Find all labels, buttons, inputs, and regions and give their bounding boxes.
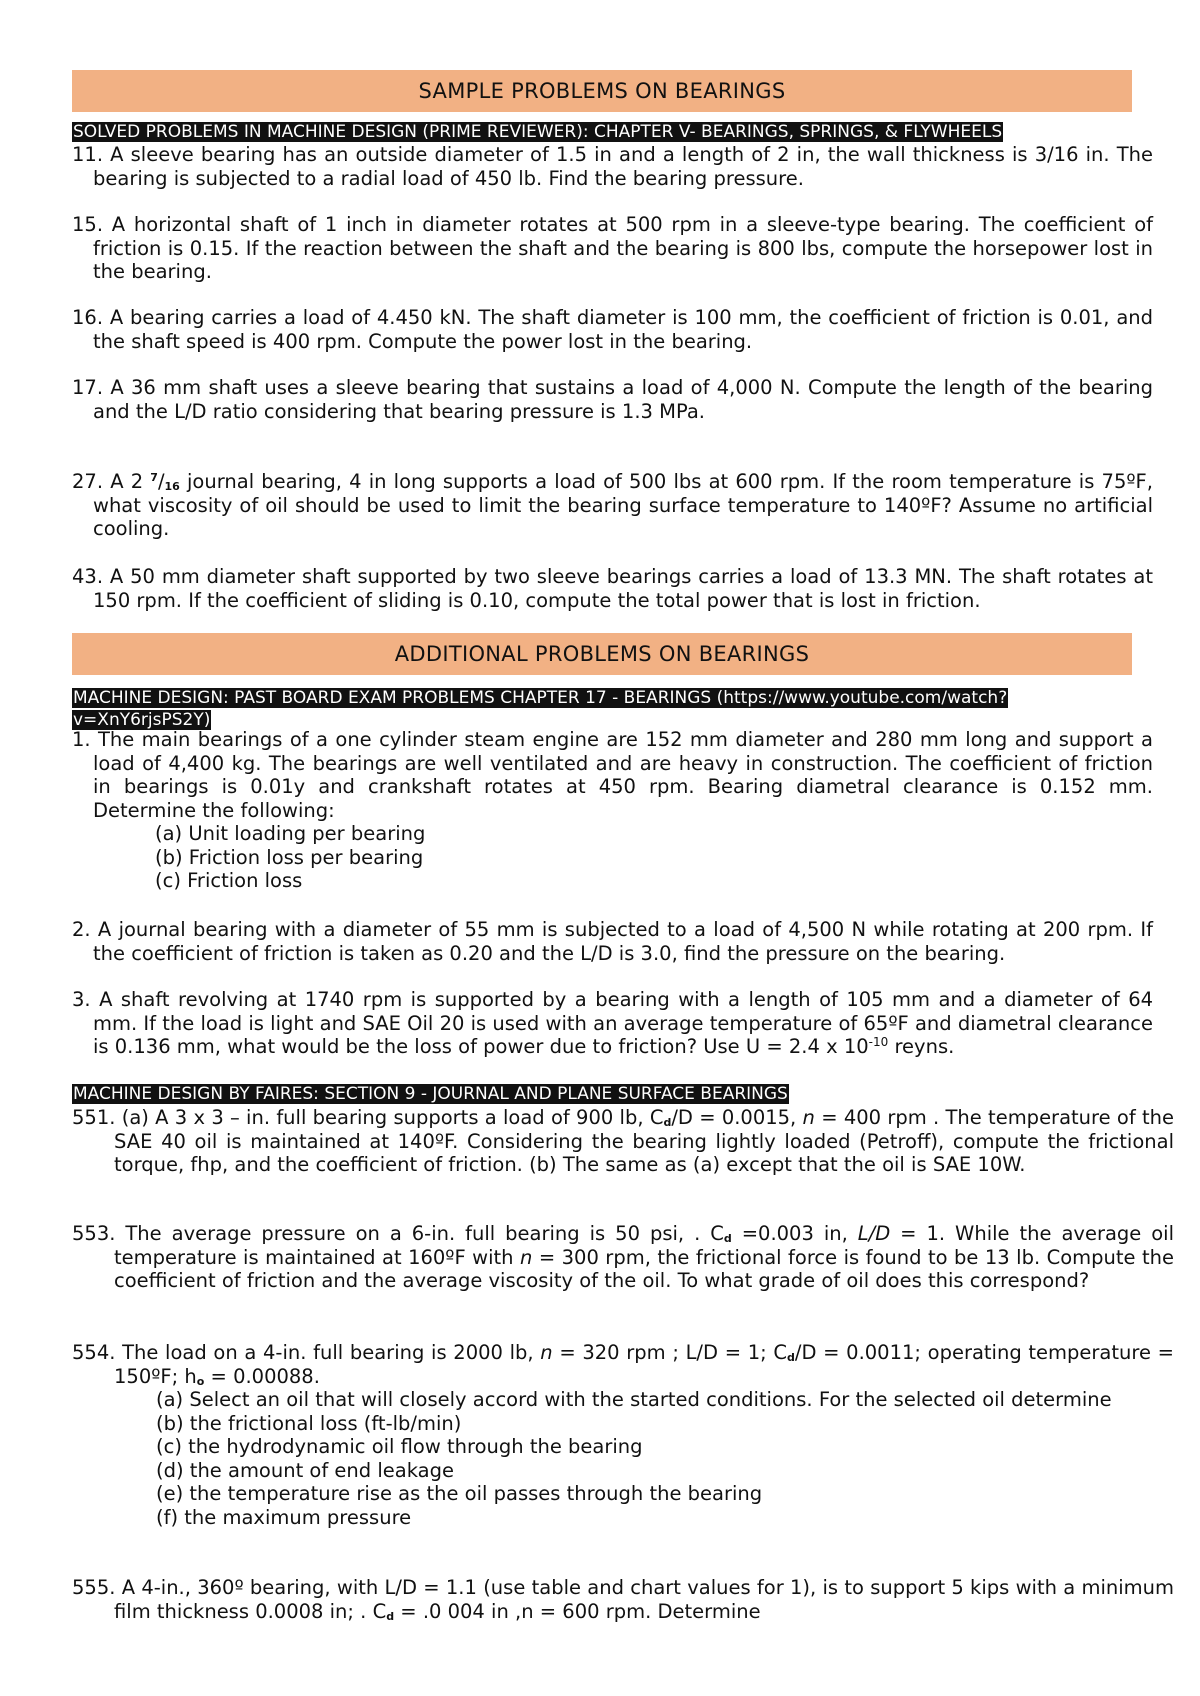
problem-17: 17. A 36 mm shaft uses a sleeve bearing that sustains a load of 4,000 N. Compute the length of the bearing and the L/D ratio considering that bearing pressure is 1.3 MPa. bbox=[72, 376, 1153, 423]
list-item: (c) the hydrodynamic oil flow through the bearing bbox=[156, 1435, 643, 1458]
list-item: (e) the temperature rise as the oil passes through the bearing bbox=[156, 1482, 763, 1505]
problem-555: 555. A 4-in., 360º bearing, with L/D = 1.1 (use table and chart values for 1), is to support 5 kips with a minimum film thickness 0.0008 in; . $C_d = .0$ 004 in ,n = 600 rpm. Determine bbox=[72, 1576, 1175, 1623]
list-item: (a) Select an oil that will closely accord with the started conditions. For the selected oil determine bbox=[156, 1388, 1112, 1411]
source-text-line1: MACHINE DESIGN: PAST BOARD EXAM PROBLEMS CHAPTER 17 - BEARINGS (https://www.youtube.com/watch? bbox=[73, 688, 1008, 708]
list-item: (f) the maximum pressure bbox=[156, 1505, 412, 1529]
source-text: MACHINE DESIGN BY FAIRES: SECTION 9 - JOURNAL AND PLANE SURFACE BEARINGS bbox=[73, 1084, 788, 1104]
list-item: (d) the amount of end leakage bbox=[156, 1458, 454, 1482]
problem-11: 11. A sleeve bearing has an outside diameter of 1.5 in and a length of 2 in, the wall thickness is 3/16 in. The bearing is subjected to a radial load of 450 lb. Find the bearing pressure. bbox=[72, 143, 1153, 190]
problem-27: 27. A 2 $^7/_{16}$ journal bearing, 4 in long supports a load of 500 lbs at 600 rpm. If the room temperature is 75ºF, what viscosity of oil should be used to limit the bearing surface temperature to 140ºF? Assume no artificial cooling. bbox=[72, 470, 1153, 540]
list-item: (b) the frictional loss (ft-lb/min) bbox=[156, 1411, 462, 1435]
problem-553: 553. The average pressure on a 6-in. full bearing is 50 psi, . $C_d =0.003$ in, L/D = 1. While the average oil temperature is maintained at 160ºF with n = 300 rpm, the frictional force is found to be 13 lb. Compute the coefficient of friction and the average viscosity of the oil. To what grade of oil does this correspond? bbox=[72, 1222, 1175, 1292]
section-banner-additional bbox=[72, 633, 1132, 675]
problem-43: 43. A 50 mm diameter shaft supported by two sleeve bearings carries a load of 13.3 MN. The shaft rotates at 150 rpm. If the coefficient of sliding is 0.10, compute the total power that is lost in friction. bbox=[72, 565, 1154, 612]
problem-16: 16. A bearing carries a load of 4.450 kN. The shaft diameter is 100 mm, the coefficient of friction is 0.01, and the shaft speed is 400 rpm. Compute the power lost in the bearing. bbox=[72, 306, 1153, 353]
additional-problem-2: 2. A journal bearing with a diameter of 55 mm is subjected to a load of 4,500 N while rotating at 200 rpm. If the coefficient of friction is taken as 0.20 and the L/D is 3.0, find the pressure on the bearing. bbox=[72, 918, 1153, 965]
additional-problem-1: 1. The main bearings of a one cylinder steam engine are 152 mm diameter and 280 mm long and support a load of 4,400 kg. The bearings are well ventilated and are heavy in construction. The coefficient of friction in bearings is 0.01y and crankshaft rotates at 450 rpm. Bearing diametral clearance is 0.152 mm. Determine the following: (a) Unit loading per bearing (b) Friction loss per bearing (c) Friction loss bbox=[72, 728, 1153, 892]
additional-problem-3: 3. A shaft revolving at 1740 rpm is supported by a bearing with a length of 105 mm and a diameter of 64 mm. If the load is light and SAE Oil 20 is used with an average temperature of 65ºF and diametral clearance is 0.136 mm, what would be the loss of power due to friction? Use U = 2.4 x $10^{-10}$ reyns. bbox=[72, 988, 1154, 1058]
list-item: (c) Friction loss bbox=[155, 869, 303, 892]
list-item: (a) Unit loading per bearing bbox=[155, 822, 426, 845]
source-heading-board-exam bbox=[72, 687, 1142, 731]
problem-551: 551. (a) A 3 x 3 – in. full bearing supports a load of 900 lb, $C_d/D = 0.0015$, n = 400 rpm . The temperature of the SAE 40 oil is maintained at 140ºF. Considering the bearing lightly loaded (Petroff), compute the frictional torque, fhp, and the coefficient of friction. (b) The same as (a) except that the oil is SAE 10W. bbox=[72, 1106, 1174, 1176]
source-text: SOLVED PROBLEMS IN MACHINE DESIGN (PRIME REVIEWER): CHAPTER V- BEARINGS, SPRINGS, & FLYWHEELS bbox=[73, 122, 1003, 142]
source-text-line2: v=XnY6rjsPS2Y) bbox=[73, 710, 211, 730]
problem-554: 554. The load on a 4-in. full bearing is 2000 lb, n = 320 rpm ; L/D = 1; $C_d/D = 0.0011$; operating temperature = 150ºF; $h_o = 0.00088$. (a) Select an oil that will closely accord with the started conditions. For the selected oil determine (b) the frictional loss (ft-lb/min) (c) the hydrodynamic oil flow through the bearing (d) the amount of end leakage (e) the temperature rise as the oil passes through the bearing (f) the maximum pressure bbox=[72, 1341, 1174, 1529]
source-heading-faires bbox=[72, 1083, 1142, 1105]
section-title: ADDITIONAL PROBLEMS ON BEARINGS bbox=[394, 642, 810, 666]
problem-15: 15. A horizontal shaft of 1 inch in diameter rotates at 500 rpm in a sleeve-type bearing. The coefficient of friction is 0.15. If the reaction between the shaft and the bearing is 800 lbs, compute the horsepower lost in the bearing. bbox=[72, 213, 1154, 283]
section-title: SAMPLE PROBLEMS ON BEARINGS bbox=[418, 79, 786, 103]
section-banner-sample bbox=[72, 70, 1132, 112]
list-item: (b) Friction loss per bearing bbox=[155, 845, 424, 869]
source-heading-prime-reviewer bbox=[72, 121, 1142, 143]
